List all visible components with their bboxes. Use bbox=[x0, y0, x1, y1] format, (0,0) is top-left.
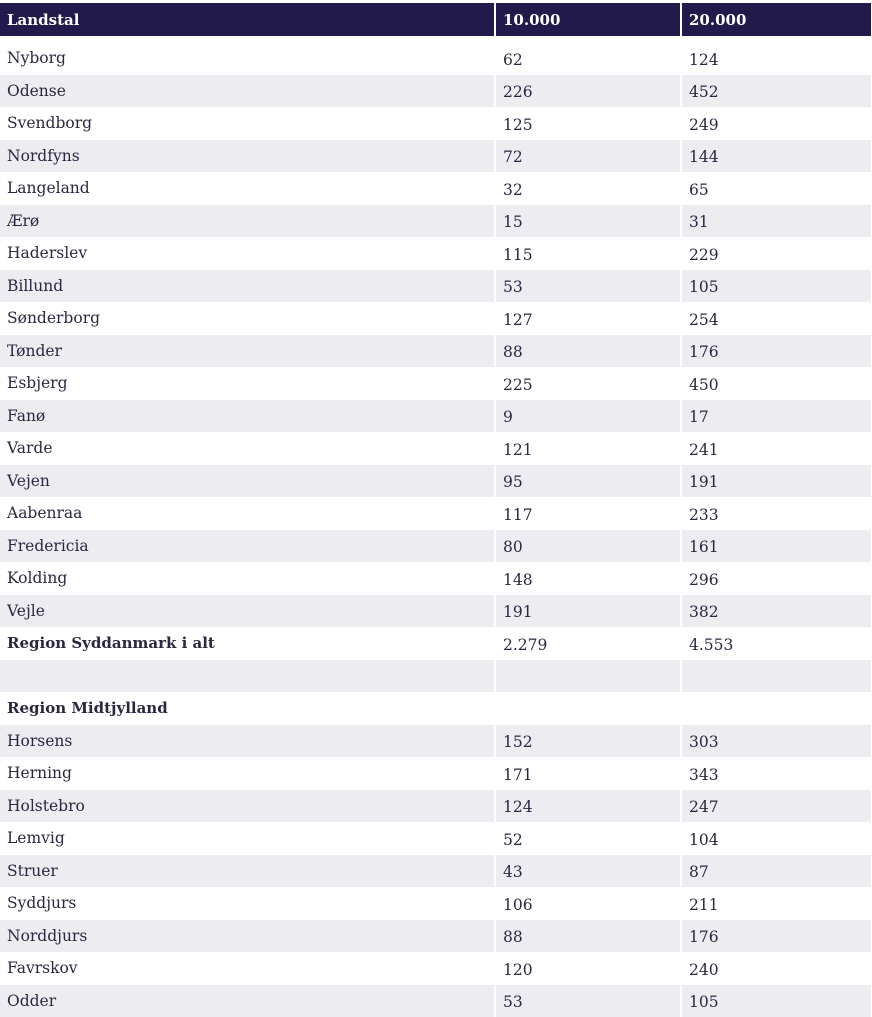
value-10000-cell: 121 bbox=[495, 432, 681, 465]
table-row bbox=[0, 42, 871, 75]
municipality-cell: Nyborg bbox=[0, 42, 495, 75]
municipality-cell: Aabenraa bbox=[0, 497, 495, 530]
value-20000-cell: 450 bbox=[681, 367, 871, 400]
table-row bbox=[0, 107, 871, 140]
value-10000-cell: 9 bbox=[495, 400, 681, 433]
table-row bbox=[0, 140, 871, 173]
table-row bbox=[0, 790, 871, 823]
value-20000-cell: 31 bbox=[681, 205, 871, 238]
table-row bbox=[0, 887, 871, 920]
table-body bbox=[0, 36, 871, 1017]
header-10000[interactable]: 10.000 bbox=[495, 3, 681, 36]
municipality-cell: Fanø bbox=[0, 400, 495, 433]
value-20000-cell: 296 bbox=[681, 562, 871, 595]
table-row bbox=[0, 822, 871, 855]
table-row bbox=[0, 432, 871, 465]
value-10000-cell: 148 bbox=[495, 562, 681, 595]
table-row bbox=[0, 497, 871, 530]
value-20000-cell: 191 bbox=[681, 465, 871, 498]
municipality-cell: Haderslev bbox=[0, 237, 495, 270]
municipality-cell: Favrskov bbox=[0, 952, 495, 985]
header-landstal[interactable]: Landstal bbox=[0, 3, 495, 36]
municipality-cell: Sønderborg bbox=[0, 302, 495, 335]
value-20000-cell: 249 bbox=[681, 107, 871, 140]
value-10000-cell: 115 bbox=[495, 237, 681, 270]
value-10000-cell: 52 bbox=[495, 822, 681, 855]
table-empty-row bbox=[0, 660, 871, 693]
table-row bbox=[0, 270, 871, 303]
municipality-cell: Region Syddanmark i alt bbox=[0, 627, 495, 660]
data-table-container bbox=[0, 3, 871, 1017]
municipality-cell: Ærø bbox=[0, 205, 495, 238]
table-row bbox=[0, 75, 871, 108]
table-row bbox=[0, 302, 871, 335]
value-20000-cell: 65 bbox=[681, 172, 871, 205]
value-10000-cell: 225 bbox=[495, 367, 681, 400]
header-20000[interactable]: 20.000 bbox=[681, 3, 871, 36]
value-20000-cell: 87 bbox=[681, 855, 871, 888]
value-20000-cell: 176 bbox=[681, 335, 871, 368]
municipality-cell: Langeland bbox=[0, 172, 495, 205]
value-20000-cell: 241 bbox=[681, 432, 871, 465]
table-row bbox=[0, 627, 871, 660]
value-10000-cell: 62 bbox=[495, 42, 681, 75]
municipality-cell: Norddjurs bbox=[0, 920, 495, 953]
municipality-cell: Region Midtjylland bbox=[0, 692, 495, 725]
value-20000-cell: 105 bbox=[681, 985, 871, 1017]
table-row bbox=[0, 530, 871, 563]
value-10000-cell: 171 bbox=[495, 757, 681, 790]
value-20000-cell: 17 bbox=[681, 400, 871, 433]
table-row bbox=[0, 172, 871, 205]
value-20000-cell: 4.553 bbox=[681, 627, 871, 660]
table-row bbox=[0, 757, 871, 790]
value-20000-cell: 229 bbox=[681, 237, 871, 270]
value-10000-cell bbox=[495, 660, 681, 693]
value-10000-cell: 43 bbox=[495, 855, 681, 888]
value-10000-cell: 95 bbox=[495, 465, 681, 498]
value-10000-cell: 88 bbox=[495, 920, 681, 953]
value-20000-cell: 254 bbox=[681, 302, 871, 335]
table-row bbox=[0, 367, 871, 400]
municipality-cell bbox=[0, 660, 495, 693]
table-header bbox=[0, 3, 871, 36]
value-10000-cell: 53 bbox=[495, 985, 681, 1017]
value-20000-cell: 124 bbox=[681, 42, 871, 75]
municipality-cell: Odder bbox=[0, 985, 495, 1017]
value-20000-cell: 452 bbox=[681, 75, 871, 108]
value-20000-cell: 247 bbox=[681, 790, 871, 823]
value-10000-cell: 53 bbox=[495, 270, 681, 303]
municipality-cell: Esbjerg bbox=[0, 367, 495, 400]
value-10000-cell bbox=[495, 692, 681, 725]
value-20000-cell: 382 bbox=[681, 595, 871, 628]
municipality-cell: Holstebro bbox=[0, 790, 495, 823]
value-10000-cell: 32 bbox=[495, 172, 681, 205]
value-10000-cell: 2.279 bbox=[495, 627, 681, 660]
value-10000-cell: 152 bbox=[495, 725, 681, 758]
value-20000-cell: 161 bbox=[681, 530, 871, 563]
table-row bbox=[0, 335, 871, 368]
municipality-cell: Syddjurs bbox=[0, 887, 495, 920]
value-10000-cell: 125 bbox=[495, 107, 681, 140]
value-20000-cell: 104 bbox=[681, 822, 871, 855]
value-20000-cell: 211 bbox=[681, 887, 871, 920]
municipality-cell: Fredericia bbox=[0, 530, 495, 563]
table-row bbox=[0, 855, 871, 888]
municipality-cell: Lemvig bbox=[0, 822, 495, 855]
table-row bbox=[0, 985, 871, 1017]
municipality-cell: Kolding bbox=[0, 562, 495, 595]
table-row bbox=[0, 465, 871, 498]
value-20000-cell: 176 bbox=[681, 920, 871, 953]
municipality-cell: Nordfyns bbox=[0, 140, 495, 173]
value-10000-cell: 124 bbox=[495, 790, 681, 823]
value-10000-cell: 88 bbox=[495, 335, 681, 368]
municipality-cell: Varde bbox=[0, 432, 495, 465]
value-20000-cell bbox=[681, 660, 871, 693]
value-10000-cell: 72 bbox=[495, 140, 681, 173]
municipality-cell: Svendborg bbox=[0, 107, 495, 140]
municipality-cell: Horsens bbox=[0, 725, 495, 758]
municipality-cell: Billund bbox=[0, 270, 495, 303]
value-20000-cell: 105 bbox=[681, 270, 871, 303]
table-row bbox=[0, 205, 871, 238]
header-row bbox=[0, 3, 871, 36]
municipality-cell: Tønder bbox=[0, 335, 495, 368]
value-10000-cell: 191 bbox=[495, 595, 681, 628]
value-10000-cell: 226 bbox=[495, 75, 681, 108]
table-row bbox=[0, 692, 871, 725]
value-20000-cell bbox=[681, 692, 871, 725]
table-row bbox=[0, 562, 871, 595]
value-10000-cell: 127 bbox=[495, 302, 681, 335]
municipality-cell: Herning bbox=[0, 757, 495, 790]
value-20000-cell: 144 bbox=[681, 140, 871, 173]
value-10000-cell: 117 bbox=[495, 497, 681, 530]
table-row bbox=[0, 400, 871, 433]
value-20000-cell: 233 bbox=[681, 497, 871, 530]
value-20000-cell: 303 bbox=[681, 725, 871, 758]
value-10000-cell: 15 bbox=[495, 205, 681, 238]
data-table bbox=[0, 3, 871, 1017]
value-10000-cell: 120 bbox=[495, 952, 681, 985]
value-10000-cell: 106 bbox=[495, 887, 681, 920]
table-row bbox=[0, 237, 871, 270]
table-row bbox=[0, 595, 871, 628]
table-row bbox=[0, 725, 871, 758]
municipality-cell: Odense bbox=[0, 75, 495, 108]
table-row bbox=[0, 920, 871, 953]
value-20000-cell: 343 bbox=[681, 757, 871, 790]
table-row bbox=[0, 952, 871, 985]
value-20000-cell: 240 bbox=[681, 952, 871, 985]
value-10000-cell: 80 bbox=[495, 530, 681, 563]
municipality-cell: Vejle bbox=[0, 595, 495, 628]
municipality-cell: Vejen bbox=[0, 465, 495, 498]
municipality-cell: Struer bbox=[0, 855, 495, 888]
